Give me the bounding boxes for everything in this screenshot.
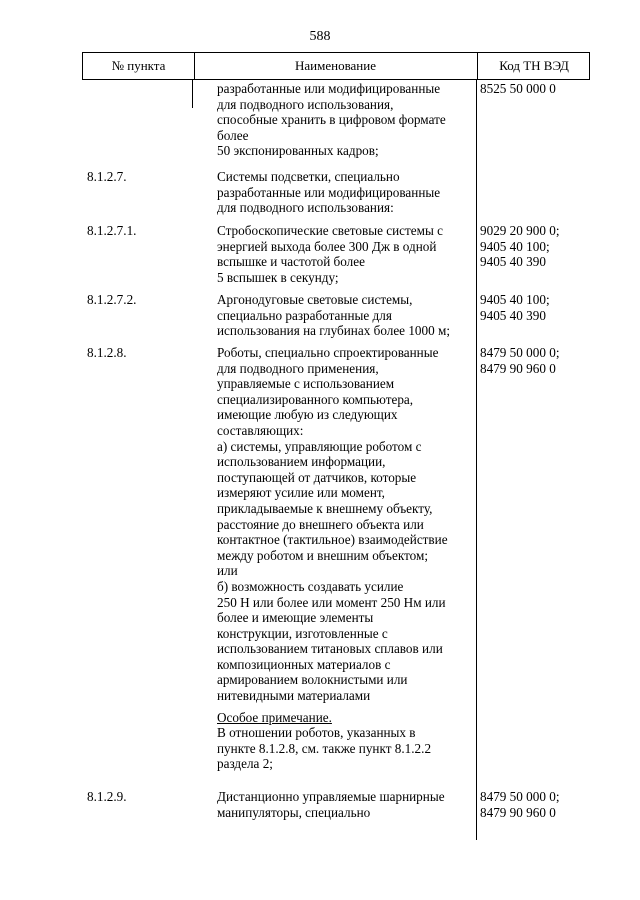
text-line: 50 экспонированных кадров; (217, 143, 379, 159)
header-tnved-code: Код ТН ВЭД (499, 58, 569, 73)
text-line: Роботы, специально спроектированные (217, 345, 439, 360)
special-note-title: Особое примечание. (217, 709, 332, 725)
text-line: конструкции, изготовленные с (217, 625, 388, 641)
text-line: энергией выхода более 300 Дж в одной (217, 238, 437, 254)
text-line: имеющие любую из следующих (217, 407, 398, 423)
text-line: для подводного использования, (217, 96, 394, 112)
text-line: разработанные или модифицированные (217, 184, 441, 200)
text-line: композиционных материалов с (217, 656, 391, 672)
code-line: 8479 50 000 0; (480, 345, 560, 360)
text-line: более и имеющие элементы (217, 610, 374, 626)
text-line: б) возможность создавать усилие (217, 578, 404, 594)
code-line: 8479 90 960 0 (480, 804, 556, 820)
item-name (217, 789, 472, 820)
text-line: использования на глубинах более 1000 м; (217, 323, 451, 339)
text-line: Дистанционно управляемые шарнирные (217, 789, 445, 804)
page-number: 588 (309, 29, 331, 44)
text-line: для подводного применения, (217, 360, 379, 376)
item-name (217, 292, 472, 339)
code-line: 8479 50 000 0; (480, 789, 560, 804)
text-line: 250 Н или более или момент 250 Нм или (217, 594, 446, 610)
text-line: измеряют усилие или момент, (217, 485, 385, 501)
item-number: 8.1.2.9. (87, 789, 127, 804)
table-header (82, 52, 590, 80)
code-line: 9029 20 900 0; (480, 223, 560, 238)
text-line: более (217, 127, 249, 143)
text-line: прикладываемые к внешнему объекту, (217, 500, 433, 516)
text-line: Системы подсветки, специально (217, 169, 400, 184)
text-line: для подводного использования: (217, 200, 394, 216)
item-code (480, 223, 590, 270)
note-line: В отношении роботов, указанных в (217, 725, 416, 741)
text-line: способные хранить в цифровом формате (217, 112, 446, 128)
code-line: 9405 40 390 (480, 254, 546, 270)
item-code (480, 789, 590, 820)
text-line: между роботом и внешним объектом; (217, 547, 429, 563)
item-number: 8.1.2.7.1. (87, 223, 137, 238)
item-code (480, 292, 590, 323)
note-line: раздела 2; (217, 756, 273, 772)
item-number: 8.1.2.7.2. (87, 292, 137, 307)
column-divider (476, 80, 477, 840)
text-line: армированием волокнистыми или (217, 672, 408, 688)
text-line: Аргонодуговые световые системы, (217, 292, 413, 307)
code-line: 9405 40 100; (480, 292, 550, 307)
header-item-number: № пункта (83, 53, 195, 79)
text-line: разработанные или модифицированные (217, 81, 441, 96)
text-line: манипуляторы, специально (217, 804, 371, 820)
text-line: использованием информации, (217, 454, 386, 470)
item-code (480, 345, 590, 376)
text-line: Стробоскопические световые системы с (217, 223, 443, 238)
text-line: составляющих: (217, 422, 304, 438)
item-number: 8.1.2.7. (87, 169, 127, 184)
text-line: специализированного компьютера, (217, 391, 414, 407)
text-line: специально разработанные для (217, 307, 392, 323)
item-name (217, 223, 472, 285)
text-line: а) системы, управляющие роботом с (217, 438, 422, 454)
text-line: вспышке и частотой более (217, 254, 365, 270)
text-line: контактное (тактильное) взаимодействие (217, 532, 448, 548)
code-line: 9405 40 100; (480, 238, 550, 254)
item-name (217, 169, 472, 216)
text-line: управляемые с использованием (217, 376, 395, 392)
text-line: расстояние до внешнего объекта или (217, 516, 424, 532)
text-line: поступающей от датчиков, которые (217, 469, 417, 485)
text-line: нитевидными материалами (217, 688, 371, 704)
note-line: пункте 8.1.2.8, см. также пункт 8.1.2.2 (217, 740, 432, 756)
item-name (217, 81, 472, 159)
code-line: 8525 50 000 0 (480, 81, 556, 96)
text-line: 5 вспышек в секунду; (217, 269, 339, 285)
item-number: 8.1.2.8. (87, 345, 127, 360)
header-name: Наименование (194, 53, 478, 79)
code-line: 9405 40 390 (480, 307, 546, 323)
column-divider (192, 80, 193, 108)
text-line: или (217, 563, 238, 579)
text-line: использованием титановых сплавов или (217, 641, 443, 657)
item-code (480, 81, 590, 97)
code-line: 8479 90 960 0 (480, 360, 556, 376)
item-name (217, 345, 472, 772)
